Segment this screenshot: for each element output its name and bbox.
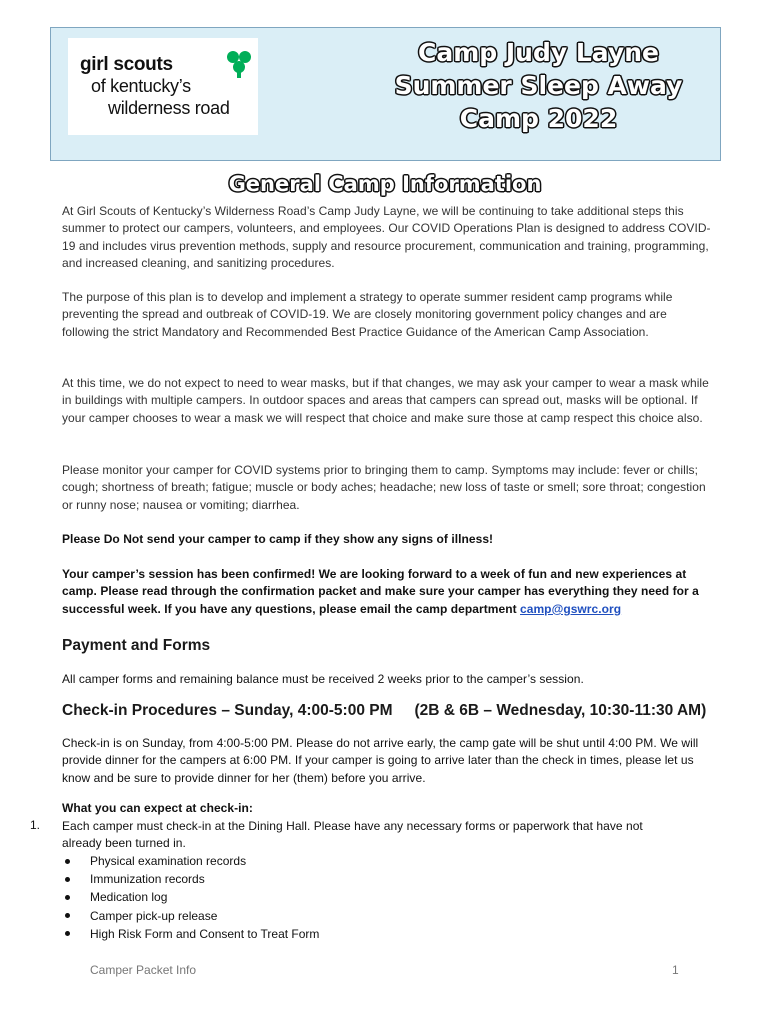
payment-text: All camper forms and remaining balance must be received 2 weeks prior to the camper’s session. [62,672,584,686]
paragraph-purpose: The purpose of this plan is to develop and implement a strategy to operate summer resident camp programs while preventing the spread and outbreak of COVID-19. We are closely monitoring government policy changes and are following the strict Mandatory and Recommended Best Practice Guidance of the American Camp Association. [62,290,673,339]
camp-email-link[interactable]: camp@gswrc.org [520,601,622,616]
checkin-heading-left: Check-in Procedures – Sunday, 4:00-5:00 PM [62,702,393,719]
bullet-item [62,852,319,870]
bullet-item [62,925,319,943]
logo-line-2: of kentucky’s [91,76,191,96]
bullet-item-label: High Risk Form and Consent to Treat Form [90,926,320,941]
bullet-item [62,870,319,888]
bullet-dot-icon [65,931,70,936]
logo-line-1: girl scouts [80,54,173,75]
list-number: 1. [30,818,41,832]
checkin-heading [62,702,706,720]
bullet-item [62,907,319,925]
forms-bullet-list [62,852,319,943]
paragraph-masks: At this time, we do not expect to need to wear masks, but if that changes, we may ask your camper to wear a mask while in buildings with multiple campers. In outdoor spaces and areas that campers can spread out, masks will be optional. If your camper chooses to wear a mask we will respect that choice and make sure those at camp respect this choice also. [62,376,709,425]
header-banner [50,27,721,161]
paragraph-illness-warning: Please Do Not send your camper to camp if they show any signs of illness! [62,532,494,546]
camp-title-line-3: Camp 2022 [459,104,618,133]
checkin-text: Check-in is on Sunday, from 4:00-5:00 PM. Please do not arrive early, the camp gate will be shut until 4:00 PM. We will provide dinner for the campers at 6:00 PM. If your camper is going to arrive later than the check in times, please let us know and be sure to provide dinner for her (them) before you arrive. [62,736,699,785]
camp-title-line-2: Summer Sleep Away [394,71,683,100]
page-number: 1 [672,963,679,977]
list-item-text: Each camper must check-in at the Dining Hall. Please have any necessary forms or paperwork that have not already been turned in. [62,819,643,851]
camp-title [351,36,726,135]
paragraph-session-confirmed [62,566,712,618]
paragraph-intro: At Girl Scouts of Kentucky’s Wilderness Road’s Camp Judy Layne, we will be continuing to take additional steps this summer to protect our campers, volunteers, and employees. Our COVID Operations Plan is designed to address COVID-19 and includes virus prevention methods, supply and resource procurement, communication and training, programming, and increased cleaning, and sanitizing procedures. [62,204,711,271]
checkin-heading-right: (2B & 6B – Wednesday, 10:30-11:30 AM) [414,702,707,719]
bullet-dot-icon [65,895,70,900]
bullet-item-label: Physical examination records [90,854,247,868]
section-title: General Camp Information [228,172,542,196]
bullet-item-label: Immunization records [90,872,205,887]
payment-heading: Payment and Forms [62,637,211,654]
session-confirmed-text: Your camper’s session has been confirmed! We are looking forward to a week of fun and new experiences at camp. Please read through the confirmation packet and make sure your camper has everything they need for a successful week. If you have any questions, please email the camp department [62,567,699,616]
bullet-item-label: Camper pick-up release [90,908,218,923]
trefoil-icon [223,48,255,78]
bullet-item-label: Medication log [90,890,168,905]
bullet-dot-icon [65,877,70,882]
footer-label: Camper Packet Info [90,963,197,977]
logo-line-3: wilderness road [108,98,230,118]
girl-scouts-logo [68,38,258,135]
expect-heading: What you can expect at check-in: [62,801,253,815]
bullet-dot-icon [65,859,70,864]
bullet-dot-icon [65,913,70,918]
paragraph-symptoms: Please monitor your camper for COVID systems prior to bringing them to camp. Symptoms may include: fever or chills; cough; shortness of breath; fatigue; muscle or body aches; headache; new loss of taste or smell; sore throat; congestion or runny nose; nausea or vomiting; diarrhea. [62,463,706,512]
bullet-item [62,888,319,906]
camp-title-line-1: Camp Judy Layne [418,38,659,67]
